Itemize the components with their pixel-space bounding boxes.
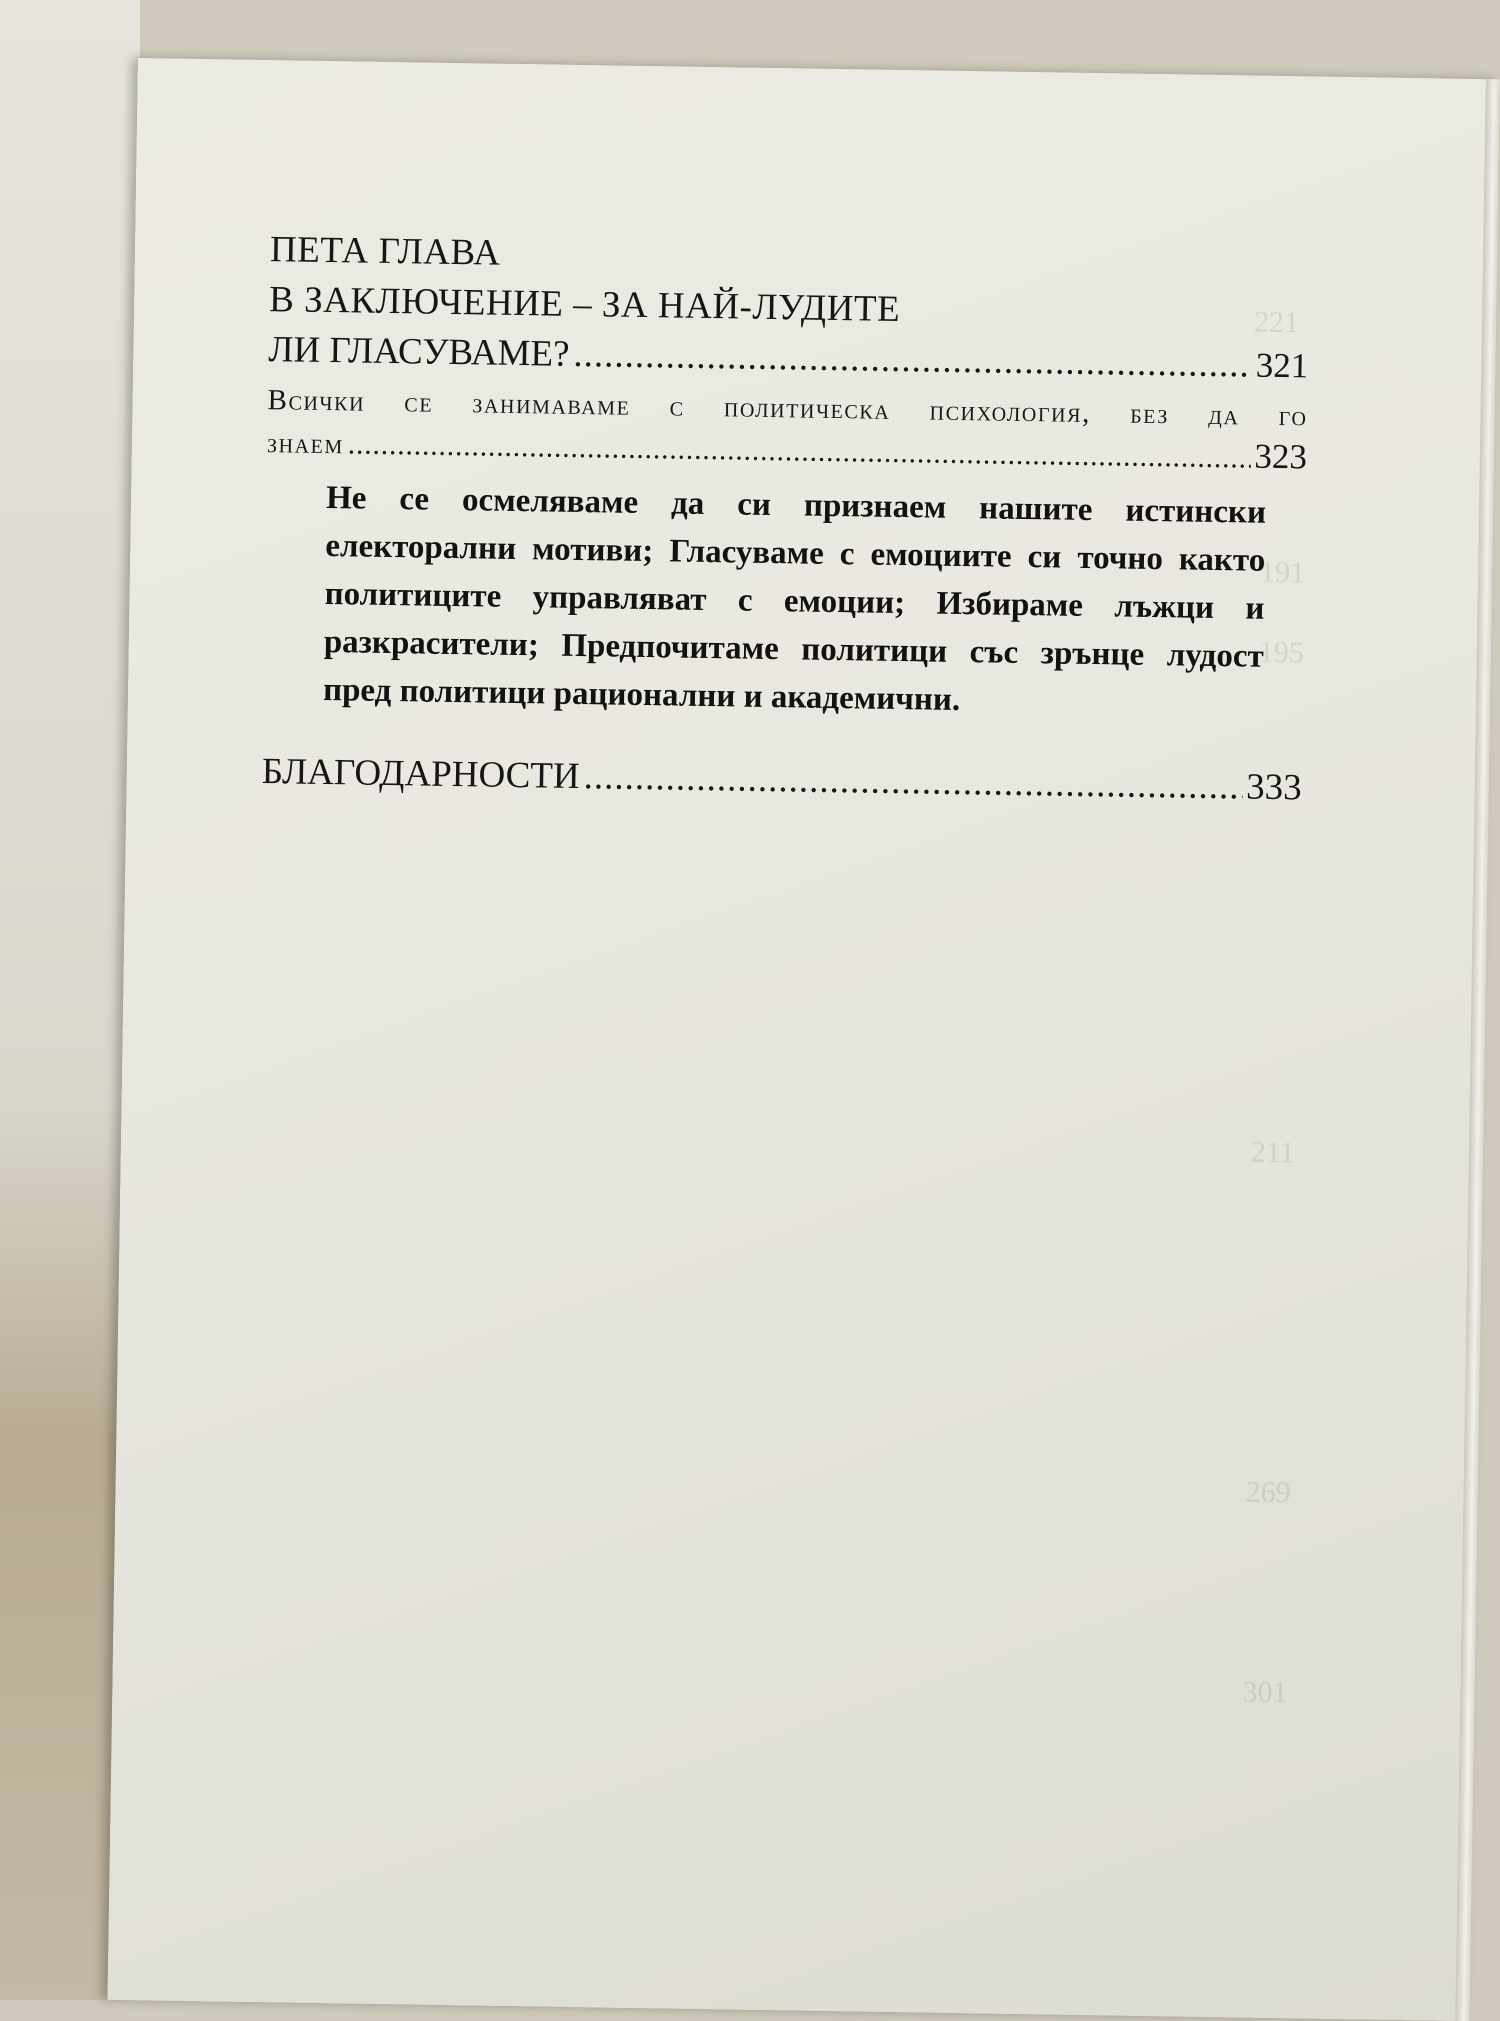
acknowledgements-entry[interactable] (261, 747, 1302, 813)
show-through-text: 301 (1242, 1675, 1288, 1710)
page-number: 321 (1255, 345, 1309, 386)
show-through-text: 211 (1250, 1135, 1296, 1170)
page-number: 333 (1245, 766, 1303, 809)
page-number: 323 (1254, 436, 1308, 477)
dot-leader (573, 330, 1252, 391)
section-title: Всички се занимаваме с политическа психология, без да го (267, 384, 1308, 433)
chapter-title-end: ЛИ ГЛАСУВАМЕ? (268, 329, 570, 375)
table-of-contents (261, 225, 1310, 813)
show-through-text: 221 (1253, 305, 1300, 340)
chapter-title: В ЗАКЛЮЧЕНИЕ – ЗА НАЙ-ЛУДИТЕ (268, 279, 901, 330)
book-page (107, 58, 1499, 2021)
show-through-text: 269 (1245, 1475, 1291, 1510)
dot-leader (583, 752, 1242, 812)
show-through-text: 191 (1259, 555, 1306, 590)
section-title-end: знаем (266, 427, 345, 461)
subtopics-paragraph: Не се осмеляваме да си признаем нашите истински електорални мотиви; Гласуваме с емоциите си точно както политиците управляват с емоции; Избираме лъжци и разкрасители; Предпочитаме политици със зрънце лудост пред политици рационални и академични. (322, 480, 1267, 718)
acknowledgements-label: БЛАГОДАРНОСТИ (261, 751, 581, 798)
chapter-label: ПЕТА ГЛАВА (269, 229, 501, 274)
page-edge (1455, 79, 1500, 2021)
show-through-text: 195 (1258, 635, 1305, 670)
